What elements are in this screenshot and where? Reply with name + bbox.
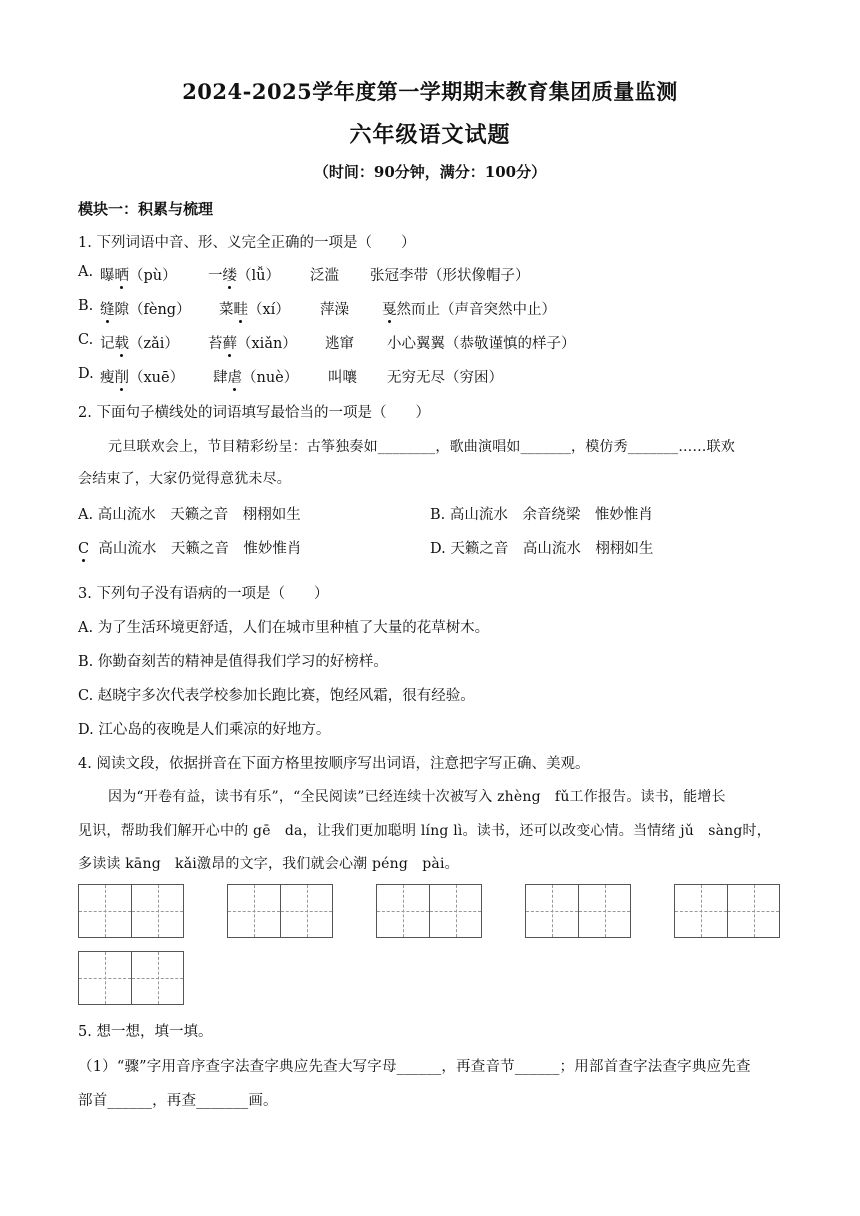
q2-option-a: A. 高山流水 天籁之音 栩栩如生 bbox=[78, 507, 301, 523]
module-heading: 模块一：积累与梳理 bbox=[78, 200, 214, 218]
q3-option-b: B. 你勤奋刻苦的精神是值得我们学习的好榜样。 bbox=[78, 654, 388, 670]
q1-option-c: C. 记载（zǎi） 苔藓（xiǎn） 逃窜 小心翼翼（恭敬谨慎的样子） bbox=[78, 332, 576, 352]
answer-grid-1[interactable] bbox=[78, 884, 184, 938]
q3-stem: 3. 下列句子没有语病的一项是（ ） bbox=[78, 586, 329, 602]
q1-option-d: D. 瘦削（xuē） 肆虐（nuè） 叫嚷 无穷无尽（穷困） bbox=[78, 366, 503, 386]
q2-passage-line1: 元旦联欢会上，节目精彩纷呈：古筝独奏如________，歌曲演唱如_______，模仿秀_______……联欢 bbox=[108, 439, 735, 455]
exam-title: 2024-2025学年度第一学期期末教育集团质量监测 bbox=[182, 79, 678, 104]
q1-option-a: A. 曝晒（pù） 一缕（lǚ） 泛滥 张冠李带（形状像帽子） bbox=[78, 264, 530, 284]
answer-grid-2[interactable] bbox=[227, 884, 333, 938]
q5-stem: 5. 想一想，填一填。 bbox=[78, 1024, 213, 1040]
answer-grid-3[interactable] bbox=[376, 884, 482, 938]
q3-option-d: D. 江心岛的夜晚是人们乘凉的好地方。 bbox=[78, 722, 331, 738]
q3-option-c: C. 赵晓宇多次代表学校参加长跑比赛，饱经风霜，很有经验。 bbox=[78, 688, 475, 704]
q5-sub1-line1: （1）“骤”字用音序查字法查字典应先查大写字母______，再查音节______；用部首查字法查字典应先查 bbox=[78, 1059, 751, 1075]
q4-passage-line1: 因为“开卷有益，读书有乐”，“全民阅读”已经连续十次被写入 zhèng fǔ工作报告。读书，能增长 bbox=[108, 789, 726, 805]
answer-grid-6[interactable] bbox=[78, 951, 184, 1005]
q3-option-a: A. 为了生活环境更舒适，人们在城市里种植了大量的花草树木。 bbox=[78, 620, 490, 636]
q4-passage-line3: 多读读 kāng kǎi激昂的文字，我们就会心潮 péng pài。 bbox=[78, 856, 459, 872]
q2-option-b: B. 高山流水 余音绕梁 惟妙惟肖 bbox=[430, 507, 653, 523]
exam-subtitle: 六年级语文试题 bbox=[349, 122, 511, 148]
q2-passage-line2: 会结束了，大家仍觉得意犹未尽。 bbox=[78, 471, 291, 487]
option-label: B. bbox=[78, 298, 94, 314]
q2-option-c: C 高山流水 天籁之音 惟妙惟肖 bbox=[78, 541, 302, 557]
exam-info: （时间：90分钟，满分：100分） bbox=[313, 163, 547, 181]
q4-stem: 4. 阅读文段，依据拼音在下面方格里按顺序写出词语，注意把字写正确、美观。 bbox=[78, 756, 590, 772]
option-label: C. bbox=[78, 332, 94, 348]
option-label: A. bbox=[78, 264, 94, 280]
q1-option-b: B. 缝隙（fèng） 菜畦（xí） 萍澡 戛然而止（声音突然中止） bbox=[78, 298, 556, 318]
answer-grid-4[interactable] bbox=[525, 884, 631, 938]
option-label: D. bbox=[78, 366, 94, 382]
q4-passage-line2: 见识，帮助我们解开心中的 gē da，让我们更加聪明 líng lì。读书，还可以改变心情。当情绪 jǔ sàng时， bbox=[78, 823, 771, 839]
q2-option-d: D. 天籁之音 高山流水 栩栩如生 bbox=[430, 541, 654, 557]
answer-grid-5[interactable] bbox=[674, 884, 780, 938]
q1-stem: 1. 下列词语中音、形、义完全正确的一项是（ ） bbox=[78, 235, 416, 251]
q5-sub1-line2: 部首______，再查_______画。 bbox=[78, 1093, 278, 1109]
q2-stem: 2. 下面句子横线处的词语填写最恰当的一项是（ ） bbox=[78, 405, 430, 421]
